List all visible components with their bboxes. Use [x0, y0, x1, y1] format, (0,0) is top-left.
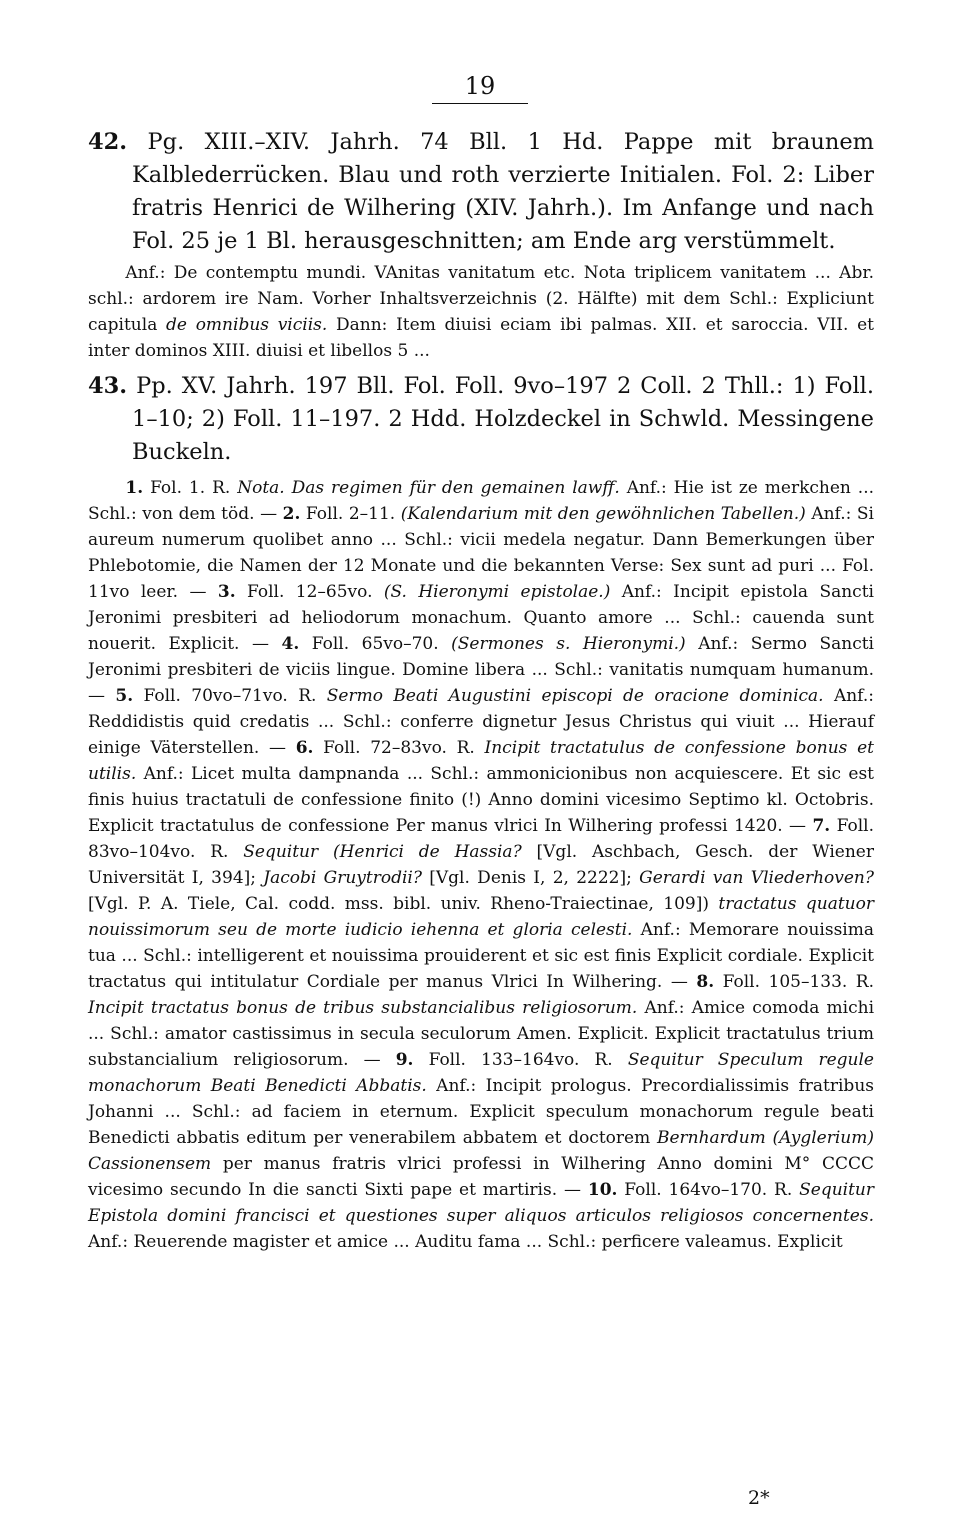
- item-number: 6.: [295, 738, 314, 758]
- entry-43-description: Pp. XV. Jahrh. 197 Bll. Fol. Foll. 9vo–197 2 Coll. 2 Thll.: 1) Foll. 1–10; 2) Foll. 11–197. 2 Hdd. Holzdeckel in Schwld. Messingene Buckeln.: [132, 373, 874, 465]
- item-text: Foll. 83vo–104vo. R.: [88, 816, 874, 862]
- page-number: 19: [464, 72, 496, 100]
- entry-42-contents: [88, 260, 874, 364]
- item-title: Incipit tractatus bonus de tribus substancialibus religiosorum.: [88, 998, 638, 1018]
- item-number: 8.: [696, 972, 715, 992]
- entry-42-number: 42.: [88, 129, 128, 155]
- item-text: Foll. 70vo–71vo. R.: [133, 686, 327, 706]
- item-number: 1.: [125, 478, 144, 498]
- item-title: Sequitur (Henrici de Hassia?: [243, 842, 522, 862]
- header-rule: [432, 103, 528, 104]
- item-text: Anf.: Si aureum numerum quolibet anno ... Schl.: vicii medela negatur. Dann Bemerkungen über Phlebotomie, die Namen der 12 Monate und die bekannten Verse: Sex sunt ad puri ... Fol. 11vo leer. —: [88, 504, 874, 602]
- item-text: Anf.: Licet multa dampnanda ... Schl.: ammonicionibus non acquiescere. Et sic est finis huius tractatuli de confessione finito (!) Anno domini vicesimo Septimo kl. Octobris. Explicit tractatulus de confessione Per manus vlrici In Wilhering professi 1420. —: [88, 764, 874, 836]
- item-title: (Sermones s. Hieronymi.): [451, 634, 686, 654]
- item-text: Anf.: Incipit prologus. Precordialissimis fratribus Johanni ... Schl.: ad faciem in eternum. Explicit speculum monachorum regule beati Benedicti abbatis editum per venerabilem abbatem et doctorem: [88, 1076, 874, 1148]
- item-text: Foll. 164vo–170. R.: [617, 1180, 800, 1200]
- entry-43-number: 43.: [88, 373, 128, 399]
- entry-42-heading: [88, 126, 874, 258]
- item-title: Sequitur Speculum regule monachorum Beati Benedicti Abbatis.: [88, 1050, 874, 1096]
- item-text: [Vgl. P. A. Tiele, Cal. codd. mss. bibl. univ. Rheno-Traiectinae, 109]): [88, 894, 719, 914]
- item-title: Sequitur Epistola domini francisci et questiones super aliquos articulos religiosos concernentes.: [88, 1180, 874, 1226]
- item-text: [Vgl. Aschbach, Gesch. der Wiener Universität I, 394];: [88, 842, 874, 888]
- item-number: 3.: [217, 582, 236, 602]
- item-number: 5.: [115, 686, 134, 706]
- item-number: 2.: [282, 504, 301, 524]
- entry-43-heading: [88, 370, 874, 469]
- item-title: Incipit tractatulus de confessione bonus et utilis.: [88, 738, 874, 784]
- item-text: Foll. 72–83vo. R.: [313, 738, 485, 758]
- item-text: Foll. 105–133. R.: [714, 972, 875, 992]
- item-text: Anf.: Reddidistis quid credatis ... Schl.: conferre dignetur Jesus Christus qui viuit ... Hierauf einige Väterstellen. —: [88, 686, 874, 758]
- catalogue-body: [88, 126, 874, 1255]
- item-text: Fol. 1. R.: [143, 478, 238, 498]
- item-text: Anf.: Memorare nouissima tua ... Schl.: intelligerent et nouissima prouiderent et sic est finis Explicit cordiale. Explicit tractatus qui intitulatur Cordiale per manus Vlrici In Wilhering. —: [88, 920, 874, 992]
- item-text: per manus fratris vlrici professi in Wilhering Anno domini M° CCCC vicesimo secundo In die sancti Sixti pape et martiris. —: [88, 1154, 874, 1200]
- item-number: 7.: [812, 816, 831, 836]
- entry-42-text: Anf.: De contemptu mundi. VAnitas vanitatum etc. Nota triplicem vanitatem ... Abr. schl.: ardorem ire Nam. Vorher Inhaltsverzeichnis (2. Hälfte) mit dem Schl.: Expliciunt capitula: [88, 263, 874, 335]
- item-title: Bernhardum (Ayglerium) Cassionensem: [88, 1128, 874, 1174]
- item-title: Nota. Das regimen für den gemainen lawff.: [237, 478, 620, 498]
- item-text: Foll. 12–65vo.: [235, 582, 384, 602]
- item-text: Foll. 65vo–70.: [299, 634, 452, 654]
- item-text: Anf.: Incipit epistola Sancti Jeronimi presbiteri ad heliodorum monachum. Quanto amore ... Schl.: cauenda sunt nouerit. Explicit. —: [88, 582, 874, 654]
- item-number: 9.: [395, 1050, 414, 1070]
- item-title: Jacobi Gruytrodii?: [263, 868, 422, 888]
- signature-mark: 2*: [748, 1487, 770, 1509]
- item-text: Anf.: Hie ist ze merkchen ... Schl.: von dem töd. —: [88, 478, 874, 524]
- item-text: Anf.: Amice comoda michi ... Schl.: amator castissimus in secula seculorum Amen. Explicit. Explicit tractatulus trium substancialium religiosorum. —: [88, 998, 875, 1070]
- item-number: 10.: [587, 1180, 618, 1200]
- entry-42: [88, 126, 874, 258]
- entry-42-italic: de omnibus viciis.: [166, 315, 328, 335]
- entry-43: [88, 370, 874, 469]
- item-text: Foll. 133–164vo. R.: [413, 1050, 628, 1070]
- item-title: (Kalendarium mit den gewöhnlichen Tabellen.): [400, 504, 806, 524]
- item-text: Foll. 2–11.: [300, 504, 401, 524]
- item-title: (S. Hieronymi epistolae.): [383, 582, 611, 602]
- item-number: 4.: [281, 634, 300, 654]
- item-title: Sermo Beati Augustini episcopi de oracione dominica.: [326, 686, 824, 706]
- entry-42-text: Dann: Item diuisi eciam ibi palmas. XII. et saroccia. VII. et inter dominos XIII. diuisi et libellos 5 ...: [88, 315, 874, 361]
- item-text: [Vgl. Denis I, 2, 2222];: [421, 868, 640, 888]
- item-text: Anf.: Reuerende magister et amice ... Auditu fama ... Schl.: perficere valeamus. Explicit: [88, 1232, 843, 1252]
- item-title: tractatus quatuor nouissimorum seu de morte iudicio iehenna et gloria celesti.: [88, 894, 874, 940]
- item-title: Gerardi van Vliederhoven?: [639, 868, 874, 888]
- entry-42-description: Pg. XIII.–XIV. Jahrh. 74 Bll. 1 Hd. Pappe mit braunem Kalblederrücken. Blau und roth verzierte Initialen. Fol. 2: Liber fratris Henrici de Wilhering (XIV. Jahrh.). Im Anfange und nach Fol. 25 je 1 Bl. herausgeschnitten; am Ende arg verstümmelt.: [132, 129, 874, 254]
- item-text: Anf.: Sermo Sancti Jeronimi presbiteri de viciis lingue. Domine libera ... Schl.: vanitatis numquam humanum. —: [88, 634, 874, 706]
- entry-43-contents: [88, 475, 874, 1255]
